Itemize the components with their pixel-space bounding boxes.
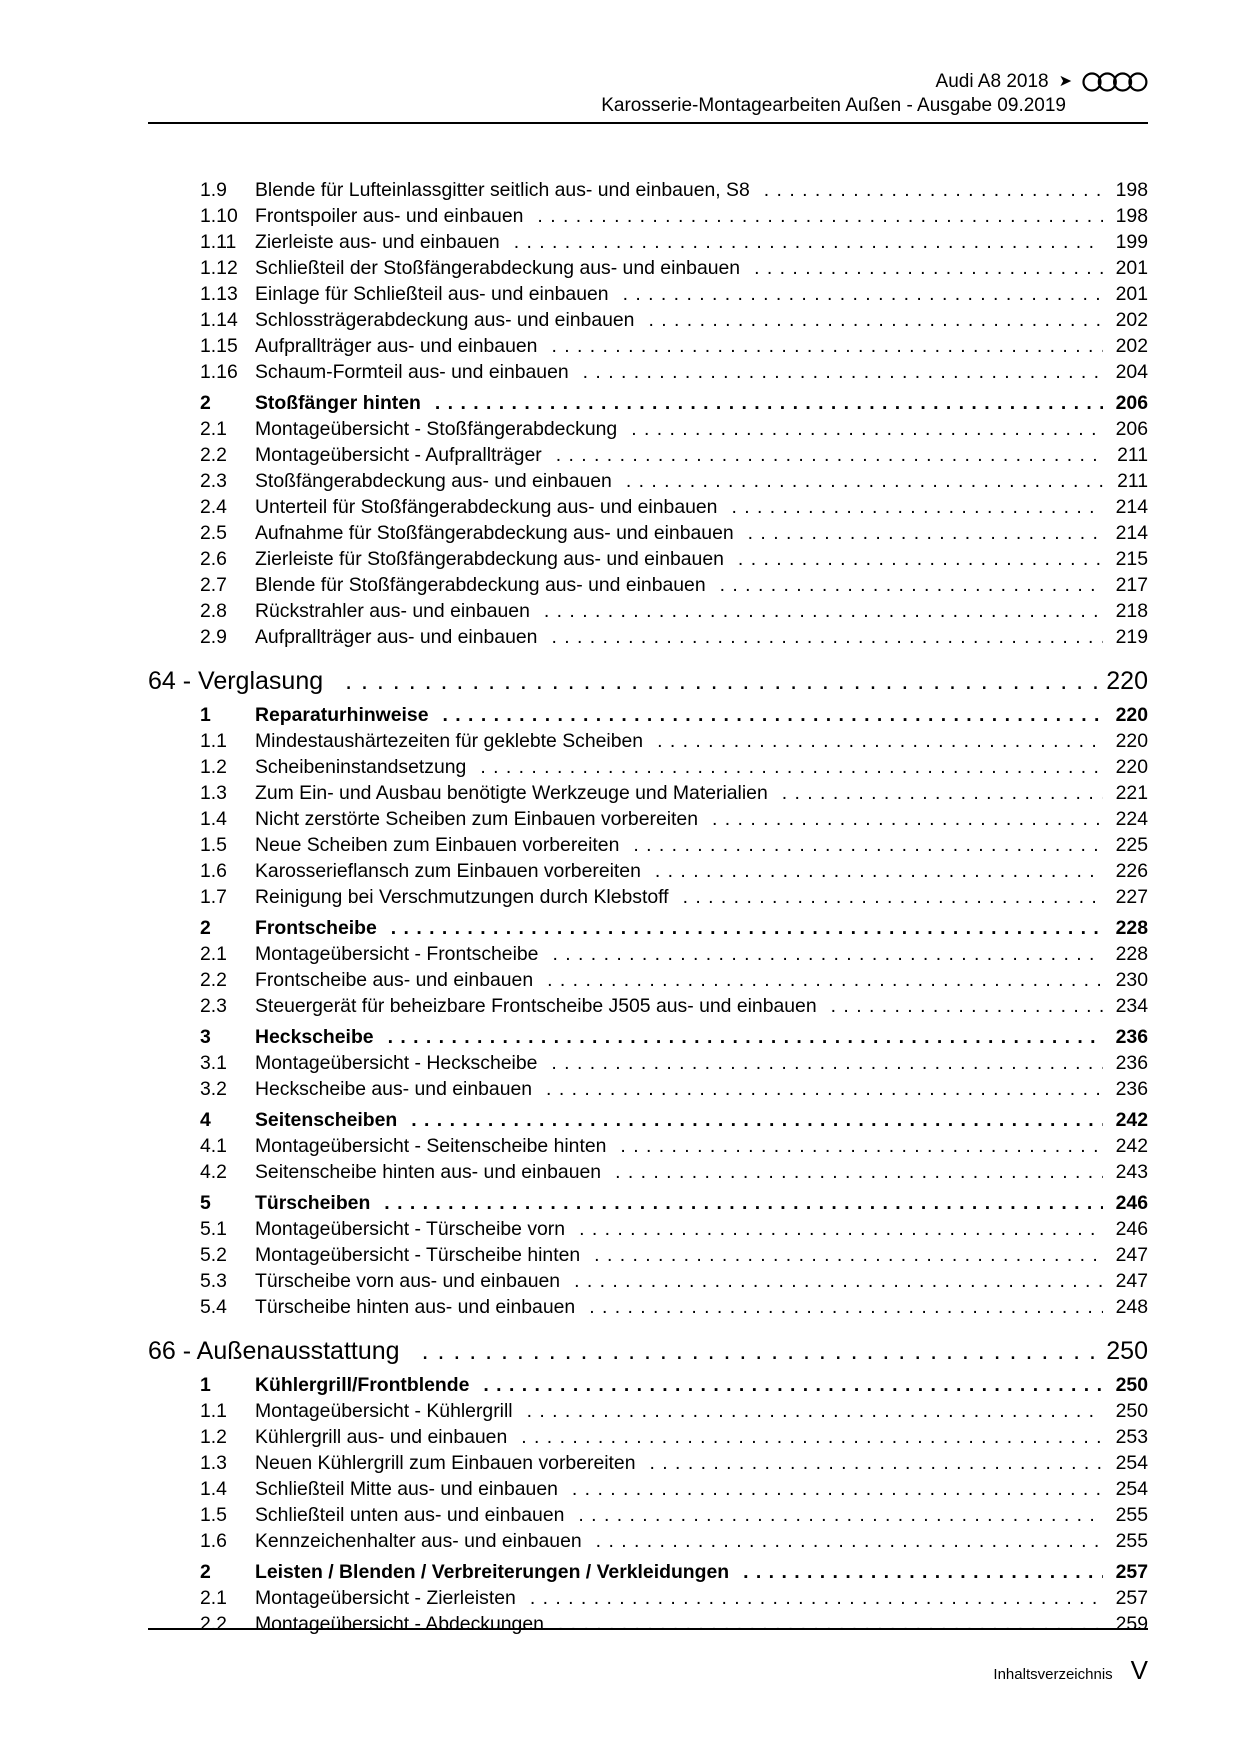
toc-section[interactable]: [148, 1107, 1148, 1133]
dot-leader: [527, 1398, 1103, 1424]
toc-title: Frontspoiler aus- und einbauen: [255, 205, 524, 227]
toc-page-number: 236: [1115, 1078, 1148, 1100]
toc-title: Schaum-Formteil aus- und einbauen: [255, 361, 569, 383]
toc-page-number: 242: [1115, 1109, 1148, 1131]
dot-leader: [391, 915, 1103, 941]
dot-leader: [443, 702, 1104, 728]
toc-page-number: 220: [1115, 730, 1148, 752]
toc-entry[interactable]: [148, 572, 1148, 598]
toc-number: 1: [200, 704, 211, 726]
dot-leader: [589, 1294, 1103, 1320]
header-rule: [148, 122, 1148, 124]
toc-number: 2.2: [200, 444, 227, 466]
dot-leader: [552, 941, 1103, 967]
toc-title: 66 - Außenausstattung: [148, 1337, 400, 1365]
toc-title: Mindestaushärtezeiten für geklebte Scheiben: [255, 730, 644, 752]
dot-leader: [594, 1242, 1103, 1268]
dot-leader: [626, 468, 1103, 494]
toc-entry[interactable]: [148, 1450, 1148, 1476]
dot-leader: [764, 177, 1103, 203]
dot-leader: [384, 1190, 1103, 1216]
toc-page-number: 247: [1115, 1270, 1148, 1292]
toc-title: Kühlergrill aus- und einbauen: [255, 1426, 508, 1448]
toc-entry[interactable]: [148, 780, 1148, 806]
footer-section-name: Inhaltsverzeichnis: [993, 1666, 1113, 1683]
toc-page-number: 225: [1115, 834, 1148, 856]
dot-leader: [435, 390, 1103, 416]
toc-number: 1.13: [200, 283, 238, 305]
toc-entry[interactable]: [148, 416, 1148, 442]
toc-page-number: 202: [1115, 309, 1148, 331]
toc-page-number: 224: [1115, 808, 1148, 830]
toc-page-number: 255: [1115, 1530, 1148, 1552]
toc-title: Montageübersicht - Heckscheibe: [255, 1052, 538, 1074]
toc-number: 2.1: [200, 418, 227, 440]
toc-entry[interactable]: [148, 203, 1148, 229]
dot-leader: [615, 1159, 1103, 1185]
dot-leader: [556, 442, 1103, 468]
toc-page-number: 253: [1115, 1426, 1148, 1448]
toc-page-number: 230: [1115, 969, 1148, 991]
toc-page-number: 246: [1115, 1218, 1148, 1240]
toc-page-number: 236: [1115, 1052, 1148, 1074]
toc-page-number: 204: [1115, 361, 1148, 383]
dot-leader: [782, 780, 1103, 806]
toc-title: Heckscheibe: [255, 1026, 374, 1048]
dot-leader: [483, 1372, 1103, 1398]
toc-page-number: 228: [1115, 917, 1148, 939]
dot-leader: [748, 520, 1103, 546]
toc-title: Montageübersicht - Frontscheibe: [255, 943, 539, 965]
toc-page-number: 250: [1106, 1337, 1148, 1365]
toc-entry[interactable]: [148, 1611, 1148, 1637]
toc-title: Aufnahme für Stoßfängerabdeckung aus- und einbauen: [255, 522, 734, 544]
toc-number: 1.11: [200, 231, 237, 253]
toc-page-number: 236: [1115, 1026, 1148, 1048]
toc-entry[interactable]: [148, 307, 1148, 333]
toc-entry[interactable]: [148, 598, 1148, 624]
dot-leader: [831, 993, 1103, 1019]
footer-rule: [148, 1628, 1148, 1630]
toc-number: 1.4: [200, 808, 227, 830]
toc-page-number: 234: [1115, 995, 1148, 1017]
toc-page-number: 211: [1117, 444, 1148, 466]
toc-entry[interactable]: [148, 1502, 1148, 1528]
toc-chapter[interactable]: [148, 665, 1148, 697]
toc-title: Neue Scheiben zum Einbauen vorbereiten: [255, 834, 620, 856]
toc-title: Schließteil der Stoßfängerabdeckung aus- und einbauen: [255, 257, 741, 279]
toc-chapter[interactable]: [148, 1335, 1148, 1367]
dot-leader: [623, 281, 1103, 307]
toc-number: 1.4: [200, 1478, 227, 1500]
toc-title: Unterteil für Stoßfängerabdeckung aus- und einbauen: [255, 496, 718, 518]
toc-page-number: 198: [1115, 179, 1148, 201]
toc-title: Leisten / Blenden / Verbreiterungen / Verkleidungen: [255, 1561, 730, 1583]
toc-entry[interactable]: [148, 255, 1148, 281]
dot-leader: [551, 624, 1103, 650]
toc-number: 1.2: [200, 1426, 227, 1448]
toc-entry[interactable]: [148, 468, 1148, 494]
dot-leader: [620, 1133, 1103, 1159]
dot-leader: [633, 832, 1103, 858]
toc-page-number: 259: [1115, 1613, 1148, 1635]
toc-entry[interactable]: [148, 806, 1148, 832]
dot-leader: [544, 598, 1103, 624]
toc-page-number: 254: [1115, 1452, 1148, 1474]
toc-entry[interactable]: [148, 1476, 1148, 1502]
toc-number: 1.15: [200, 335, 238, 357]
toc-title: Schließteil Mitte aus- und einbauen: [255, 1478, 558, 1500]
toc-title: Montageübersicht - Türscheibe hinten: [255, 1244, 581, 1266]
dot-leader: [546, 1076, 1103, 1102]
toc-title: Seitenscheiben: [255, 1109, 398, 1131]
toc-number: 2.6: [200, 548, 227, 570]
toc-entry[interactable]: [148, 1159, 1148, 1185]
arrow-right-icon: ➤: [1058, 73, 1072, 90]
toc-entry[interactable]: [148, 177, 1148, 203]
header-subtitle: Karosserie-Montagearbeiten Außen - Ausgabe 09.2019: [601, 95, 1066, 116]
toc-number: 1.6: [200, 860, 227, 882]
toc-page-number: 220: [1115, 704, 1148, 726]
toc-page-number: 247: [1115, 1244, 1148, 1266]
toc-number: 1.5: [200, 1504, 227, 1526]
dot-leader: [583, 359, 1103, 385]
dot-leader: [712, 806, 1103, 832]
toc-number: 5.2: [200, 1244, 227, 1266]
dot-leader: [514, 229, 1103, 255]
toc-entry[interactable]: [148, 728, 1148, 754]
dot-leader: [731, 494, 1103, 520]
dot-leader: [551, 1050, 1103, 1076]
toc-entry[interactable]: [148, 1216, 1148, 1242]
dot-leader: [655, 858, 1103, 884]
toc-title: Stoßfängerabdeckung aus- und einbauen: [255, 470, 612, 492]
toc-number: 2.4: [200, 496, 227, 518]
toc-entry[interactable]: [148, 754, 1148, 780]
toc-title: Steuergerät für beheizbare Frontscheibe J505 aus- und einbauen: [255, 995, 817, 1017]
toc-title: Nicht zerstörte Scheiben zum Einbauen vorbereiten: [255, 808, 698, 830]
toc-title: Rückstrahler aus- und einbauen: [255, 600, 530, 622]
toc-title: Frontscheibe aus- und einbauen: [255, 969, 534, 991]
toc-number: 5.3: [200, 1270, 227, 1292]
dot-leader: [388, 1024, 1103, 1050]
dot-leader: [480, 754, 1103, 780]
toc-title: Zierleiste für Stoßfängerabdeckung aus- und einbauen: [255, 548, 724, 570]
dot-leader: [650, 1450, 1104, 1476]
toc-section[interactable]: [148, 1190, 1148, 1216]
dot-leader: [574, 1268, 1103, 1294]
toc-page-number: 250: [1115, 1400, 1148, 1422]
dot-leader: [683, 884, 1103, 910]
toc-title: Reinigung bei Verschmutzungen durch Klebstoff: [255, 886, 669, 908]
dot-leader: [551, 333, 1103, 359]
toc-page-number: 220: [1106, 667, 1148, 695]
toc-section[interactable]: [148, 915, 1148, 941]
toc-section[interactable]: [148, 390, 1148, 416]
toc-title: Karosserieflansch zum Einbauen vorbereiten: [255, 860, 641, 882]
toc-page-number: 214: [1115, 496, 1148, 518]
toc-entry[interactable]: [148, 333, 1148, 359]
toc-page-number: 220: [1115, 756, 1148, 778]
toc-page-number: 202: [1115, 335, 1148, 357]
toc-page-number: 242: [1115, 1135, 1148, 1157]
toc-entry[interactable]: [148, 1585, 1148, 1611]
toc-number: 1.7: [200, 886, 227, 908]
toc-page-number: 221: [1115, 782, 1148, 804]
toc-page-number: 219: [1115, 626, 1148, 648]
dot-leader: [579, 1216, 1103, 1242]
toc-page-number: 228: [1115, 943, 1148, 965]
toc-number: 2.9: [200, 626, 227, 648]
toc-page-number: 248: [1115, 1296, 1148, 1318]
toc-entry[interactable]: [148, 1050, 1148, 1076]
dot-leader: [537, 203, 1103, 229]
toc-number: 1.1: [200, 1400, 227, 1422]
toc-page-number: 201: [1115, 283, 1148, 305]
dot-leader: [648, 307, 1103, 333]
toc-number: 3.2: [200, 1078, 227, 1100]
toc-page-number: 243: [1115, 1161, 1148, 1183]
toc-page-number: 211: [1117, 470, 1148, 492]
toc-entry[interactable]: [148, 884, 1148, 910]
toc-entry[interactable]: [148, 442, 1148, 468]
dot-leader: [558, 1611, 1103, 1637]
header-title-line: [601, 70, 1148, 94]
toc-page-number: 257: [1115, 1561, 1148, 1583]
toc-entry[interactable]: [148, 1424, 1148, 1450]
toc-page-number: 215: [1115, 548, 1148, 570]
toc-number: 2.2: [200, 969, 227, 991]
toc-entry[interactable]: [148, 1294, 1148, 1320]
dot-leader: [521, 1424, 1103, 1450]
toc-number: 3.1: [200, 1052, 227, 1074]
toc-page-number: 255: [1115, 1504, 1148, 1526]
toc-title: Stoßfänger hinten: [255, 392, 421, 414]
page-header: [601, 70, 1148, 118]
toc-title: Seitenscheibe hinten aus- und einbauen: [255, 1161, 602, 1183]
toc-entry[interactable]: [148, 941, 1148, 967]
toc-entry[interactable]: [148, 967, 1148, 993]
dot-leader: [547, 967, 1103, 993]
toc-title: Montageübersicht - Aufprallträger: [255, 444, 542, 466]
dot-leader: [530, 1585, 1103, 1611]
toc-page-number: 227: [1115, 886, 1148, 908]
toc-entry[interactable]: [148, 546, 1148, 572]
toc-entry[interactable]: [148, 520, 1148, 546]
footer-page-number: V: [1130, 1655, 1148, 1685]
page-footer: [993, 1655, 1148, 1686]
toc-title: Blende für Lufteinlassgitter seitlich aus- und einbauen, S8: [255, 179, 750, 201]
dot-leader: [738, 546, 1103, 572]
toc-title: 64 - Verglasung: [148, 667, 324, 695]
toc-number: 2: [200, 1561, 211, 1583]
dot-leader: [720, 572, 1103, 598]
toc-number: 1.3: [200, 782, 227, 804]
toc-title: Blende für Stoßfängerabdeckung aus- und einbauen: [255, 574, 706, 596]
toc-page-number: 199: [1115, 231, 1148, 253]
toc-number: 2.3: [200, 995, 227, 1017]
toc-section[interactable]: [148, 1024, 1148, 1050]
toc-entry[interactable]: [148, 281, 1148, 307]
toc-number: 2.3: [200, 470, 227, 492]
toc-title: Türscheibe vorn aus- und einbauen: [255, 1270, 561, 1292]
toc-number: 4: [200, 1109, 211, 1131]
toc-title: Reparaturhinweise: [255, 704, 429, 726]
toc-title: Heckscheibe aus- und einbauen: [255, 1078, 533, 1100]
toc-number: 5.1: [200, 1218, 227, 1240]
toc-number: 2.2: [200, 1613, 227, 1635]
toc-number: 2.1: [200, 1587, 227, 1609]
dot-leader: [578, 1502, 1103, 1528]
toc-number: 4.2: [200, 1161, 227, 1183]
toc-entry[interactable]: [148, 1133, 1148, 1159]
dot-leader: [422, 1335, 1098, 1367]
dot-leader: [596, 1528, 1103, 1554]
dot-leader: [631, 416, 1103, 442]
toc-title: Neuen Kühlergrill zum Einbauen vorbereiten: [255, 1452, 636, 1474]
toc-number: 1.1: [200, 730, 227, 752]
toc-number: 4.1: [200, 1135, 227, 1157]
dot-leader: [345, 665, 1098, 697]
toc-number: 2.5: [200, 522, 227, 544]
toc-number: 1.16: [200, 361, 238, 383]
toc-entry[interactable]: [148, 1398, 1148, 1424]
toc-title: Kennzeichenhalter aus- und einbauen: [255, 1530, 582, 1552]
toc-entry[interactable]: [148, 858, 1148, 884]
toc-number: 1.9: [200, 179, 227, 201]
toc-entry[interactable]: [148, 624, 1148, 650]
toc-title: Montageübersicht - Abdeckungen: [255, 1613, 544, 1635]
toc-page-number: 198: [1115, 205, 1148, 227]
toc-section[interactable]: [148, 702, 1148, 728]
audi-rings-logo: [1082, 71, 1148, 93]
toc-page-number: 226: [1115, 860, 1148, 882]
toc-entry[interactable]: [148, 359, 1148, 385]
toc-number: 1: [200, 1374, 211, 1396]
dot-leader: [411, 1107, 1103, 1133]
toc-section[interactable]: [148, 1559, 1148, 1585]
toc-title: Aufprallträger aus- und einbauen: [255, 626, 538, 648]
toc-title: Türscheiben: [255, 1192, 371, 1214]
toc-number: 3: [200, 1026, 211, 1048]
toc-number: 1.2: [200, 756, 227, 778]
toc-entry[interactable]: [148, 494, 1148, 520]
toc-page-number: 217: [1115, 574, 1148, 596]
toc-entry[interactable]: [148, 1076, 1148, 1102]
toc-title: Montageübersicht - Stoßfängerabdeckung: [255, 418, 618, 440]
toc-title: Schließteil unten aus- und einbauen: [255, 1504, 565, 1526]
toc-title: Frontscheibe: [255, 917, 377, 939]
toc-section[interactable]: [148, 1372, 1148, 1398]
toc-title: Montageübersicht - Kühlergrill: [255, 1400, 513, 1422]
dot-leader: [754, 255, 1103, 281]
toc-number: 2: [200, 917, 211, 939]
toc-number: 1.10: [200, 205, 238, 227]
toc-page-number: 206: [1115, 418, 1148, 440]
toc-entry[interactable]: [148, 229, 1148, 255]
toc-title: Scheibeninstandsetzung: [255, 756, 467, 778]
toc-page-number: 214: [1115, 522, 1148, 544]
toc-title: Aufprallträger aus- und einbauen: [255, 335, 538, 357]
toc-number: 1.6: [200, 1530, 227, 1552]
toc-number: 2.1: [200, 943, 227, 965]
toc-title: Kühlergrill/Frontblende: [255, 1374, 470, 1396]
toc-entry[interactable]: [148, 832, 1148, 858]
toc-number: 1.3: [200, 1452, 227, 1474]
toc-entry[interactable]: [148, 993, 1148, 1019]
toc-page-number: 254: [1115, 1478, 1148, 1500]
toc-title: Schlossträgerabdeckung aus- und einbauen: [255, 309, 635, 331]
toc-title: Türscheibe hinten aus- und einbauen: [255, 1296, 576, 1318]
toc-entry[interactable]: [148, 1268, 1148, 1294]
toc-number: 1.14: [200, 309, 238, 331]
header-title: Audi A8 2018: [935, 71, 1049, 92]
toc-title: Einlage für Schließteil aus- und einbauen: [255, 283, 609, 305]
toc-title: Montageübersicht - Türscheibe vorn: [255, 1218, 566, 1240]
toc-entry[interactable]: [148, 1242, 1148, 1268]
toc-number: 1.12: [200, 257, 238, 279]
toc-title: Montageübersicht - Seitenscheibe hinten: [255, 1135, 607, 1157]
toc-number: 5: [200, 1192, 211, 1214]
toc-title: Zierleiste aus- und einbauen: [255, 231, 500, 253]
toc-page-number: 250: [1115, 1374, 1148, 1396]
toc-page-number: 206: [1115, 392, 1148, 414]
toc-number: 5.4: [200, 1296, 227, 1318]
toc-title: Zum Ein- und Ausbau benötigte Werkzeuge und Materialien: [255, 782, 768, 804]
table-of-contents: [148, 177, 1148, 1637]
toc-page-number: 201: [1115, 257, 1148, 279]
toc-page-number: 218: [1115, 600, 1148, 622]
toc-number: 1.5: [200, 834, 227, 856]
toc-entry[interactable]: [148, 1528, 1148, 1554]
dot-leader: [743, 1559, 1103, 1585]
toc-title: Montageübersicht - Zierleisten: [255, 1587, 516, 1609]
toc-page-number: 246: [1115, 1192, 1148, 1214]
toc-number: 2: [200, 392, 211, 414]
dot-leader: [572, 1476, 1103, 1502]
toc-number: 2.8: [200, 600, 227, 622]
toc-number: 2.7: [200, 574, 227, 596]
dot-leader: [657, 728, 1103, 754]
toc-page-number: 257: [1115, 1587, 1148, 1609]
